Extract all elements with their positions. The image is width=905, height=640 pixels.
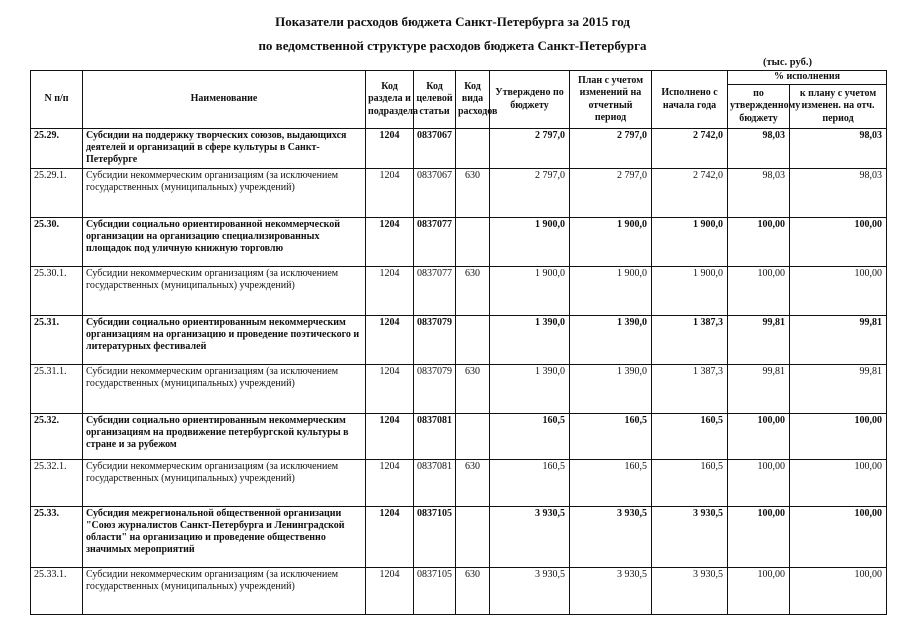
header-expense-type-code: Код вида расходов bbox=[456, 71, 490, 129]
row-name: Субсидии некоммерческим организациям (за исключением государственных (муниципальных) учреждений) bbox=[83, 364, 366, 413]
row-executed: 160,5 bbox=[652, 459, 728, 506]
row-percent-budget: 100,00 bbox=[728, 506, 790, 567]
row-percent-budget: 100,00 bbox=[728, 567, 790, 614]
row-name: Субсидии на поддержку творческих союзов, выдающихся деятелей и организаций в сфере культуры в Санкт-Петербурге bbox=[83, 129, 366, 169]
row-approved: 1 390,0 bbox=[490, 364, 570, 413]
row-expense-type-code: 630 bbox=[456, 567, 490, 614]
row-name: Субсидии некоммерческим организациям (за исключением государственных (муниципальных) учреждений) bbox=[83, 567, 366, 614]
header-section-code: Код раздела и подраздела bbox=[366, 71, 414, 129]
row-percent-budget: 98,03 bbox=[728, 168, 790, 217]
row-number: 25.30. bbox=[31, 217, 83, 266]
row-section-code: 1204 bbox=[366, 506, 414, 567]
table-row-group bbox=[31, 506, 887, 567]
table-row-item bbox=[31, 567, 887, 614]
row-percent-budget: 100,00 bbox=[728, 459, 790, 506]
header-approved: Утверждено по бюджету bbox=[490, 71, 570, 129]
table-row-group bbox=[31, 413, 887, 459]
row-executed: 1 900,0 bbox=[652, 266, 728, 315]
row-approved: 2 797,0 bbox=[490, 129, 570, 169]
row-executed: 1 387,3 bbox=[652, 364, 728, 413]
row-target-code: 0837081 bbox=[414, 413, 456, 459]
row-percent-budget: 100,00 bbox=[728, 266, 790, 315]
row-plan: 1 390,0 bbox=[570, 315, 652, 364]
row-expense-type-code bbox=[456, 413, 490, 459]
row-percent-budget: 100,00 bbox=[728, 413, 790, 459]
row-plan: 160,5 bbox=[570, 413, 652, 459]
row-name: Субсидии социально ориентированной некоммерческой организации на организацию специализированных площадок под уличную книжную торговлю bbox=[83, 217, 366, 266]
row-number: 25.30.1. bbox=[31, 266, 83, 315]
row-plan: 2 797,0 bbox=[570, 129, 652, 169]
row-percent-plan: 98,03 bbox=[790, 168, 887, 217]
row-executed: 2 742,0 bbox=[652, 129, 728, 169]
row-expense-type-code bbox=[456, 129, 490, 169]
row-approved: 3 930,5 bbox=[490, 567, 570, 614]
document-title: Показатели расходов бюджета Санкт-Петербурга за 2015 год bbox=[275, 14, 630, 29]
row-executed: 2 742,0 bbox=[652, 168, 728, 217]
row-executed: 3 930,5 bbox=[652, 506, 728, 567]
row-percent-budget: 99,81 bbox=[728, 364, 790, 413]
row-target-code: 0837077 bbox=[414, 266, 456, 315]
header-executed: Исполнено с начала года bbox=[652, 71, 728, 129]
row-plan: 1 390,0 bbox=[570, 364, 652, 413]
row-name: Субсидии социально ориентированным некоммерческим организациям на продвижение петербургской культуры в стране и за рубежом bbox=[83, 413, 366, 459]
table-row-item bbox=[31, 168, 887, 217]
row-target-code: 0837105 bbox=[414, 567, 456, 614]
row-plan: 3 930,5 bbox=[570, 567, 652, 614]
row-number: 25.31. bbox=[31, 315, 83, 364]
row-plan: 160,5 bbox=[570, 459, 652, 506]
row-section-code: 1204 bbox=[366, 413, 414, 459]
header-name: Наименование bbox=[83, 71, 366, 129]
header-plan: План с учетом изменений на отчетный период bbox=[570, 71, 652, 129]
row-target-code: 0837079 bbox=[414, 364, 456, 413]
row-executed: 3 930,5 bbox=[652, 567, 728, 614]
row-percent-budget: 99,81 bbox=[728, 315, 790, 364]
row-percent-plan: 100,00 bbox=[790, 413, 887, 459]
row-expense-type-code: 630 bbox=[456, 266, 490, 315]
row-number: 25.31.1. bbox=[31, 364, 83, 413]
row-target-code: 0837067 bbox=[414, 168, 456, 217]
row-section-code: 1204 bbox=[366, 567, 414, 614]
row-expense-type-code: 630 bbox=[456, 168, 490, 217]
row-approved: 1 900,0 bbox=[490, 217, 570, 266]
row-target-code: 0837105 bbox=[414, 506, 456, 567]
row-number: 25.32.1. bbox=[31, 459, 83, 506]
row-approved: 2 797,0 bbox=[490, 168, 570, 217]
row-section-code: 1204 bbox=[366, 315, 414, 364]
row-plan: 2 797,0 bbox=[570, 168, 652, 217]
row-name: Субсидии некоммерческим организациям (за исключением государственных (муниципальных) учреждений) bbox=[83, 266, 366, 315]
table-row-item bbox=[31, 459, 887, 506]
row-expense-type-code bbox=[456, 217, 490, 266]
units-note: (тыс. руб.) bbox=[763, 57, 812, 68]
row-section-code: 1204 bbox=[366, 459, 414, 506]
row-section-code: 1204 bbox=[366, 364, 414, 413]
row-approved: 3 930,5 bbox=[490, 506, 570, 567]
row-executed: 1 900,0 bbox=[652, 217, 728, 266]
row-percent-plan: 98,03 bbox=[790, 129, 887, 169]
row-approved: 160,5 bbox=[490, 459, 570, 506]
row-target-code: 0837077 bbox=[414, 217, 456, 266]
row-section-code: 1204 bbox=[366, 217, 414, 266]
row-plan: 3 930,5 bbox=[570, 506, 652, 567]
row-expense-type-code bbox=[456, 506, 490, 567]
table-row-group bbox=[31, 217, 887, 266]
row-percent-plan: 100,00 bbox=[790, 217, 887, 266]
table-row-item bbox=[31, 266, 887, 315]
row-plan: 1 900,0 bbox=[570, 266, 652, 315]
row-percent-plan: 100,00 bbox=[790, 506, 887, 567]
row-section-code: 1204 bbox=[366, 266, 414, 315]
row-percent-plan: 99,81 bbox=[790, 364, 887, 413]
row-percent-plan: 99,81 bbox=[790, 315, 887, 364]
row-percent-budget: 100,00 bbox=[728, 217, 790, 266]
header-target-code: Код целевой статьи bbox=[414, 71, 456, 129]
row-expense-type-code: 630 bbox=[456, 364, 490, 413]
row-name: Субсидии некоммерческим организациям (за исключением государственных (муниципальных) учреждений) bbox=[83, 168, 366, 217]
row-name: Субсидии социально ориентированным некоммерческим организациям на организацию и проведение поэтического и литературных фестивалей bbox=[83, 315, 366, 364]
header-percent-execution: % исполнения bbox=[728, 71, 887, 85]
row-plan: 1 900,0 bbox=[570, 217, 652, 266]
header-percent-budget: по утвержденному бюджету bbox=[728, 85, 790, 129]
row-target-code: 0837079 bbox=[414, 315, 456, 364]
row-target-code: 0837067 bbox=[414, 129, 456, 169]
row-executed: 1 387,3 bbox=[652, 315, 728, 364]
row-number: 25.32. bbox=[31, 413, 83, 459]
header-percent-plan: к плану с учетом изменен. на отч. период bbox=[790, 85, 887, 129]
table-row-group bbox=[31, 129, 887, 169]
row-section-code: 1204 bbox=[366, 129, 414, 169]
row-percent-plan: 100,00 bbox=[790, 459, 887, 506]
row-name: Субсидия межрегиональной общественной организации "Союз журналистов Санкт-Петербурга и Ленинградской области" на организацию и проведение общественно значимых мероприятий bbox=[83, 506, 366, 567]
row-expense-type-code bbox=[456, 315, 490, 364]
row-number: 25.29.1. bbox=[31, 168, 83, 217]
row-approved: 1 900,0 bbox=[490, 266, 570, 315]
row-executed: 160,5 bbox=[652, 413, 728, 459]
table-row-group bbox=[31, 315, 887, 364]
table-row-item bbox=[31, 364, 887, 413]
header-number: N п/п bbox=[31, 71, 83, 129]
row-number: 25.33. bbox=[31, 506, 83, 567]
row-section-code: 1204 bbox=[366, 168, 414, 217]
row-number: 25.29. bbox=[31, 129, 83, 169]
expense-table bbox=[30, 70, 887, 615]
row-number: 25.33.1. bbox=[31, 567, 83, 614]
row-percent-plan: 100,00 bbox=[790, 567, 887, 614]
row-name: Субсидии некоммерческим организациям (за исключением государственных (муниципальных) учреждений) bbox=[83, 459, 366, 506]
document-subtitle: по ведомственной структуре расходов бюджета Санкт-Петербурга bbox=[258, 38, 647, 53]
row-approved: 1 390,0 bbox=[490, 315, 570, 364]
row-expense-type-code: 630 bbox=[456, 459, 490, 506]
row-target-code: 0837081 bbox=[414, 459, 456, 506]
row-approved: 160,5 bbox=[490, 413, 570, 459]
row-percent-plan: 100,00 bbox=[790, 266, 887, 315]
row-percent-budget: 98,03 bbox=[728, 129, 790, 169]
